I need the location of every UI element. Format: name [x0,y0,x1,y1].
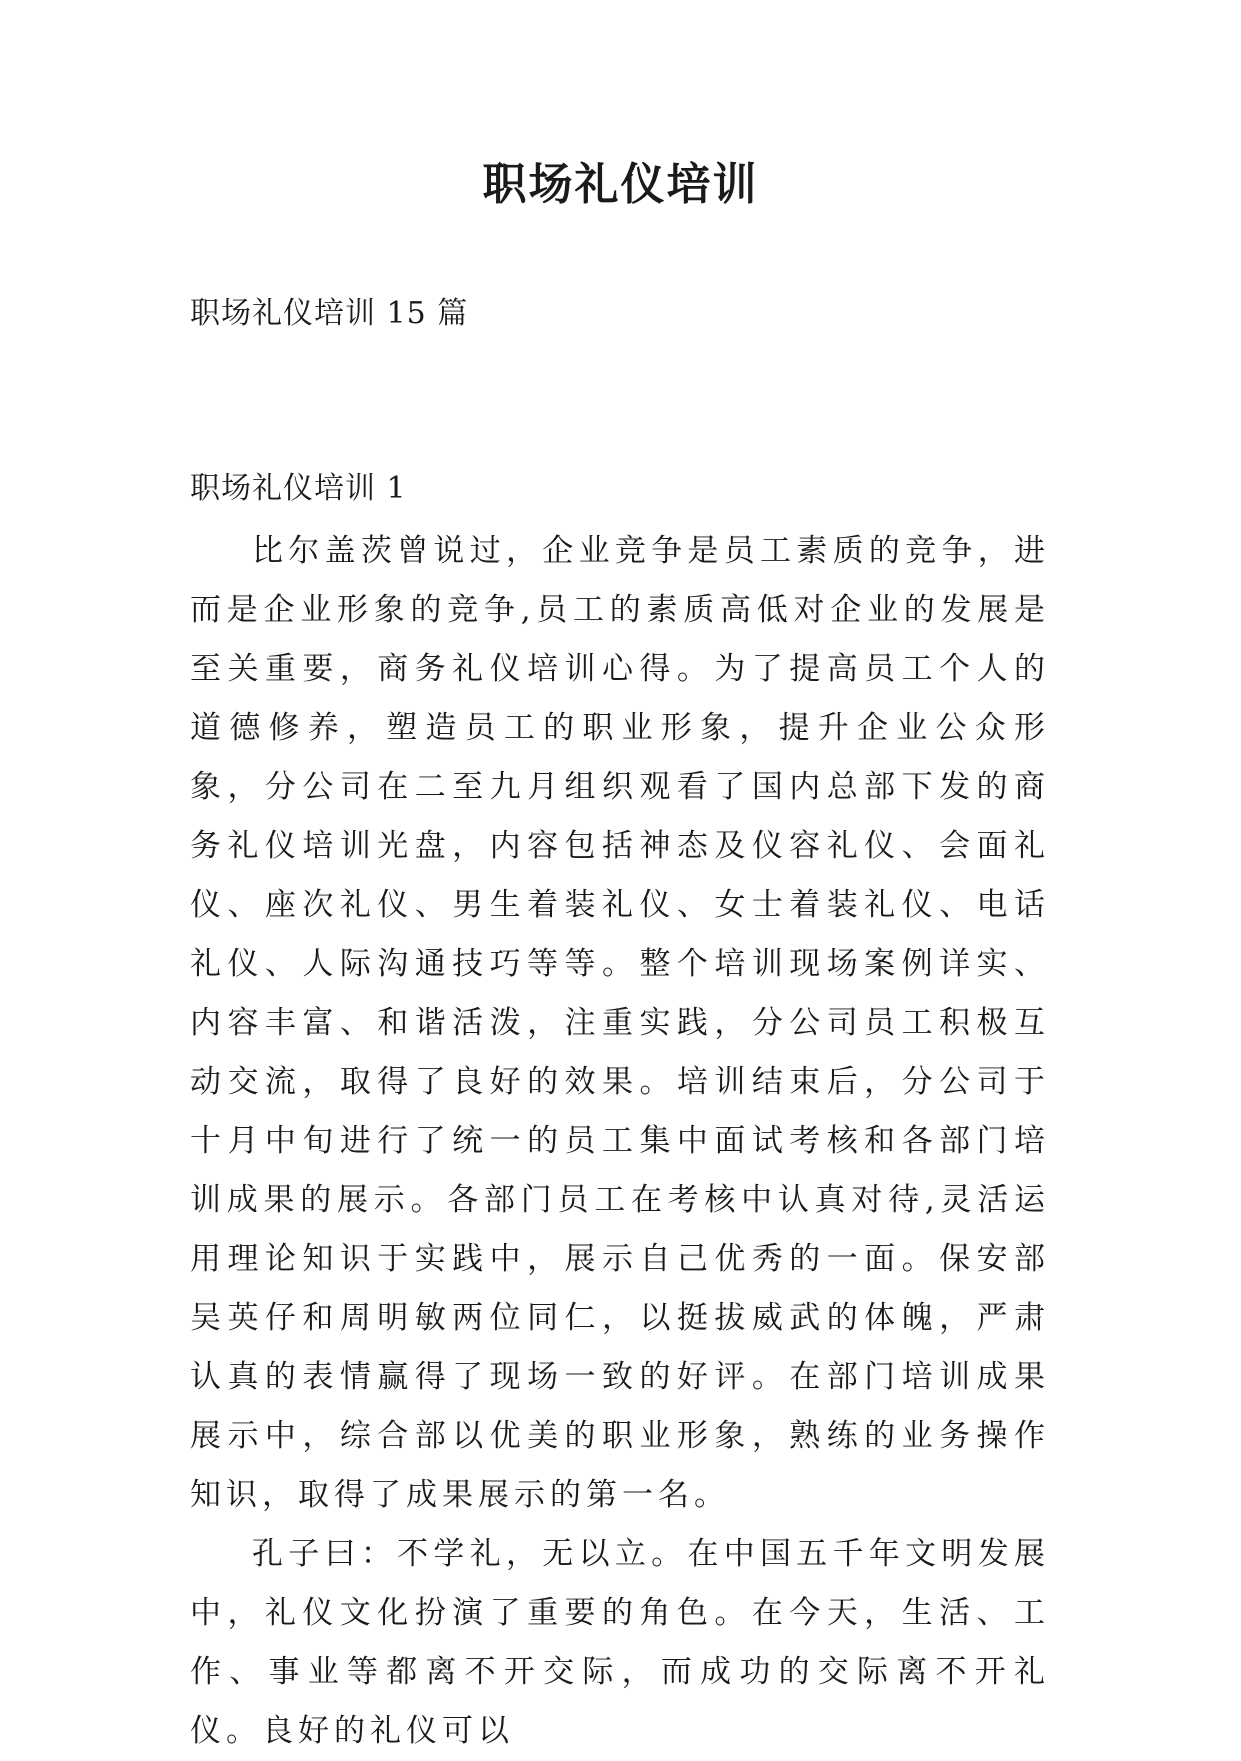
document-title: 职场礼仪培训 [482,159,759,210]
body-text [190,522,1050,1761]
document-subtitle: 职场礼仪培训 15 篇 [190,296,469,331]
paragraph-2: 孔子曰：不学礼，无以立。在中国五千年文明发展中，礼仪文化扮演了重要的角色。在今天，生活、工作、事业等都离不开交际，而成功的交际离不开礼仪。良好的礼仪可以 [190,1536,1050,1749]
section-heading: 职场礼仪培训 1 [190,471,407,506]
paragraph-1: 比尔盖茨曾说过，企业竞争是员工素质的竞争，进而是企业形象的竞争,员工的素质高低对企业的发展是至关重要，商务礼仪培训心得。为了提高员工个人的道德修养，塑造员工的职业形象，提升企业公众形象，分公司在二至九月组织观看了国内总部下发的商务礼仪培训光盘，内容包括神态及仪容礼仪、会面礼仪、座次礼仪、男生着装礼仪、女士着装礼仪、电话礼仪、人际沟通技巧等等。整个培训现场案例详实、内容丰富、和谐活泼，注重实践，分公司员工积极互动交流，取得了良好的效果。培训结束后，分公司于十月中旬进行了统一的员工集中面试考核和各部门培训成果的展示。各部门员工在考核中认真对待,灵活运用理论知识于实践中，展示自己优秀的一面。保安部吴英仔和周明敏两位同仁，以挺拔威武的体魄，严肃认真的表情赢得了现场一致的好评。在部门培训成果展示中，综合部以优美的职业形象，熟练的业务操作知识，取得了成果展示的第一名。 [190,533,1050,1513]
